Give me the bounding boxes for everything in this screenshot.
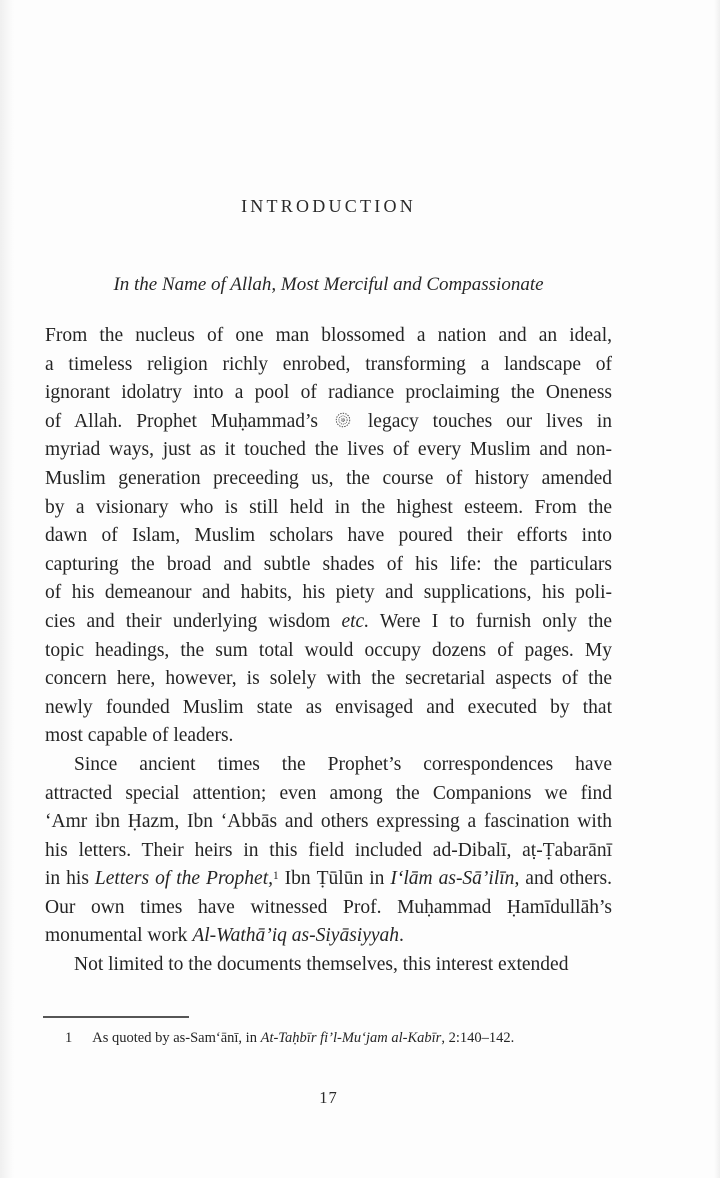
- body-line: Muslim generation preceeding us, the course of history amended: [45, 467, 612, 489]
- footnote-separator: [43, 1016, 189, 1018]
- body-line: capturing the broad and subtle shades of his life: the particulars: [45, 553, 612, 575]
- body-line: by a visionary who is still held in the highest esteem. From the: [45, 496, 612, 518]
- body-line: ‘Amr ibn Ḥazm, Ibn ‘Abbās and others expressing a fascination with: [45, 811, 612, 833]
- body-line: of Allah. Prophet Muḥammad’s legacy touches our lives in: [45, 410, 612, 432]
- body-line: cies and their underlying wisdom etc. Were I to furnish only the: [45, 610, 612, 632]
- body-line: in his Letters of the Prophet,$^1$ Ibn Ṭūlūn in I‘lām as-Sā’ilīn, and others.: [45, 868, 612, 890]
- body-line: attracted special attention; even among the Companions we find: [45, 782, 612, 804]
- body-line: his letters. Their heirs in this field included ad-Dibalī, aṭ-Ṭabarānī: [45, 839, 612, 861]
- footnote-text: As quoted by as-Sam‘ānī, in At-Taḥbīr fi’l-Mu‘jam al-Kabīr, 2:140–142.: [92, 1030, 515, 1046]
- footnote-marker: 1: [65, 1030, 73, 1046]
- body-line: ignorant idolatry into a pool of radiance proclaiming the Oneness: [45, 382, 612, 404]
- body-line: most capable of leaders.: [45, 725, 234, 747]
- footnote: [45, 1028, 612, 1049]
- footnote-ref: 1: [273, 870, 279, 883]
- body-line: dawn of Islam, Muslim scholars have poured their efforts into: [45, 525, 612, 547]
- body-line: concern here, however, is solely with the secretarial aspects of the: [45, 668, 612, 690]
- chapter-title: INTRODUCTION: [241, 196, 416, 216]
- body-line: topic headings, the sum total would occupy dozens of pages. My: [45, 639, 612, 661]
- body-line: of his demeanour and habits, his piety and supplications, his poli-: [45, 582, 612, 604]
- body-text: [45, 322, 612, 980]
- body-line: Since ancient times the Prophet’s correspondences have: [74, 753, 612, 775]
- body-line: Our own times have witnessed Prof. Muḥammad Ḥamīdullāh’s: [45, 896, 612, 918]
- page-number: 17: [319, 1088, 338, 1107]
- bismillah-subtitle: In the Name of Allah, Most Merciful and Compassionate: [113, 274, 544, 295]
- body-line: myriad ways, just as it touched the lives of every Muslim and non-: [45, 439, 612, 461]
- body-line: a timeless religion richly enrobed, transforming a landscape of: [45, 353, 612, 375]
- body-line: From the nucleus of one man blossomed a nation and an ideal,: [45, 325, 612, 346]
- body-line: newly founded Muslim state as envisaged and executed by that: [45, 696, 612, 718]
- pbuh-honorific-icon: [334, 411, 352, 429]
- body-line: Not limited to the documents themselves, this interest extended: [74, 954, 569, 976]
- body-line: monumental work Al-Wathā’iq as-Siyāsiyyah.: [45, 925, 404, 947]
